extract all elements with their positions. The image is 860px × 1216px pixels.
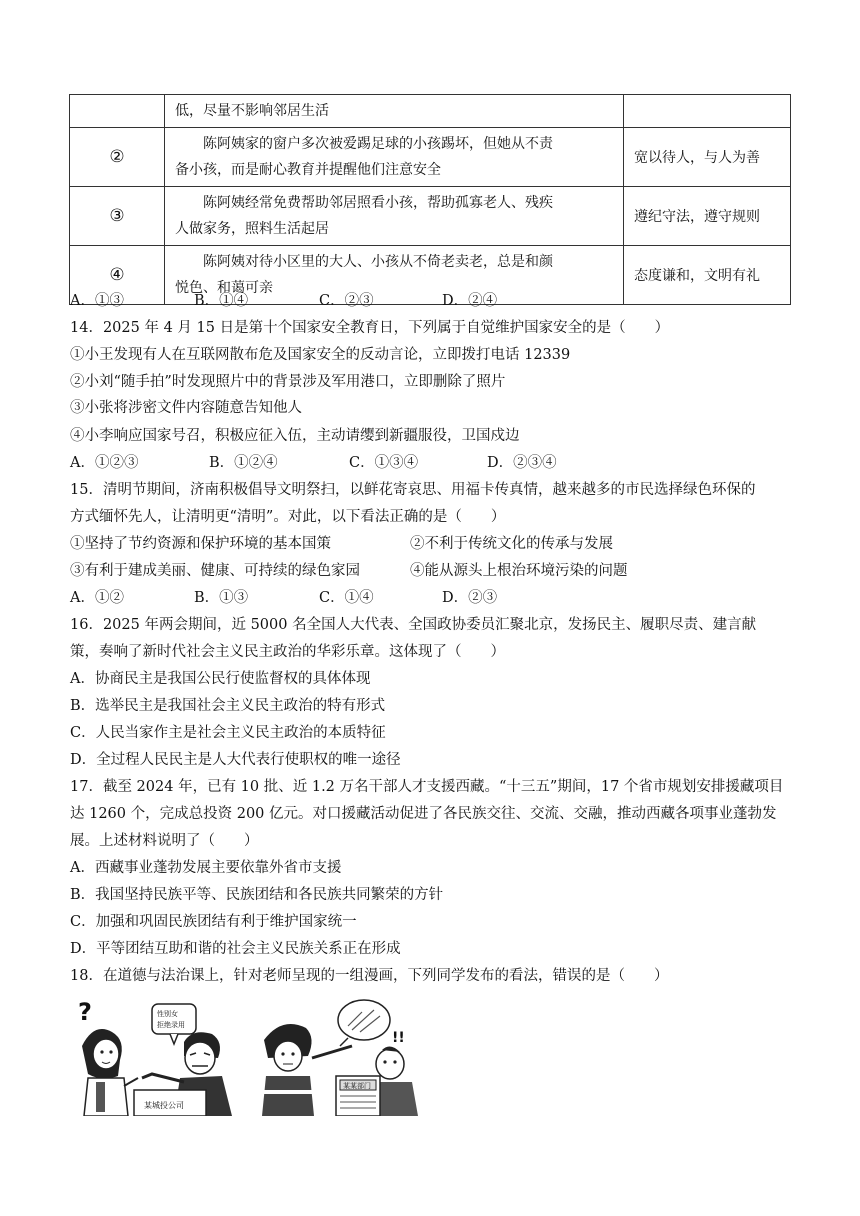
q17-option-d[interactable]: D．平等团结互助和谐的社会主义民族关系正在形成: [70, 941, 401, 957]
q17-stem-line-2: 达 1260 个，完成总投资 200 亿元。对口援藏活动促进了各民族交往、交流、交融，推动西藏各项事业蓬勃发: [70, 806, 777, 822]
option-b[interactable]: B．①②④: [209, 455, 278, 471]
q15-item-4: ④能从源头上根治环境污染的问题: [410, 563, 628, 579]
woman-face: [274, 1041, 302, 1071]
table-row: [70, 95, 791, 128]
option-b[interactable]: B．①③: [194, 590, 249, 606]
table-row: [70, 187, 791, 246]
option-b[interactable]: B．①④: [194, 293, 249, 309]
q16-stem-line-2: 策，奏响了新时代社会主义民主政治的华彩乐章。这体现了（ ）: [70, 644, 505, 660]
q15-item-3: ③有利于建成美丽、健康、可持续的绿色家园: [70, 563, 360, 579]
counter-sign: 某某部门: [343, 1082, 371, 1090]
woman-body: [84, 1078, 128, 1116]
q16-option-c[interactable]: C．人民当家作主是社会主义民主政治的本质特征: [70, 725, 386, 741]
man-face: [185, 1042, 215, 1074]
q13-table: [69, 94, 791, 305]
q16-option-b[interactable]: B．选举民主是我国社会主义民主政治的特有形式: [70, 698, 386, 714]
q17-option-b[interactable]: B．我国坚持民族平等、民族团结和各民族共同繁荣的方针: [70, 887, 444, 903]
row-value: [624, 95, 791, 128]
q14-item-4: ④小李响应国家号召，积极应征入伍，主动请缨到新疆服役，卫国戍边: [70, 428, 520, 444]
table-row: [70, 128, 791, 187]
document-folder: [96, 1082, 105, 1112]
row-number: [70, 95, 165, 128]
thought-bubble: [338, 1000, 390, 1040]
bubble-text-1: 性别女: [157, 1010, 178, 1018]
bubble-text-2: 拒绝录用: [157, 1021, 185, 1029]
row-value: 遵纪守法，遵守规则: [624, 187, 791, 246]
q14-item-2: ②小刘“随手拍”时发现照片中的背景涉及军用港口，立即删除了照片: [70, 374, 506, 390]
row-description: 陈阿姨经常免费帮助邻居照看小孩，帮助孤寡老人、残疾 人做家务，照料生活起居: [165, 187, 624, 246]
q15-stem-line-1: 15．清明节期间，济南积极倡导文明祭扫，以鲜花寄哀思、用福卡传真情，越来越多的市民选择绿色环保的: [70, 482, 756, 498]
pointing-arm: [312, 1046, 352, 1058]
q16-option-a[interactable]: A．协商民主是我国公民行使监督权的具体体现: [70, 671, 371, 687]
woman-body: [262, 1076, 314, 1116]
q14-stem: 14．2025 年 4 月 15 日是第十个国家安全教育日，下列属于自觉维护国家安全的是（ ）: [70, 320, 670, 336]
q15-item-1: ①坚持了节约资源和保护环境的基本国策: [70, 536, 331, 552]
q15-stem-line-2: 方式缅怀先人，让清明更“清明”。对此，以下看法正确的是（ ）: [70, 509, 506, 525]
option-c[interactable]: C．①④: [319, 590, 374, 606]
exclaim-icon: !!: [392, 1030, 405, 1046]
comic-1-image: [72, 998, 242, 1116]
option-d[interactable]: D．②③④: [487, 455, 557, 471]
row-value: 态度谦和，文明有礼: [624, 246, 791, 305]
row-description: 陈阿姨对待小区里的大人、小孩从不倚老卖老，总是和颜 悦色、和蔼可亲: [165, 246, 624, 305]
row-value: 宽以待人，与人为善: [624, 128, 791, 187]
table-row: [70, 246, 791, 305]
option-a[interactable]: A．①②: [70, 590, 124, 606]
q14-item-3: ③小张将涉密文件内容随意告知他人: [70, 400, 302, 416]
row-number: ②: [70, 128, 165, 187]
row-description: 陈阿姨家的窗户多次被爱踢足球的小孩踢坏，但她从不责 备小孩，而是耐心教育并提醒他们注意安全: [165, 128, 624, 187]
option-a[interactable]: A．①②③: [70, 455, 139, 471]
q18-stem: 18．在道德与法治课上，针对老师呈现的一组漫画，下列同学发布的看法，错误的是（ ）: [70, 968, 669, 984]
q17-option-a[interactable]: A．西藏事业蓬勃发展主要依靠外省市支援: [70, 860, 342, 876]
man-face: [376, 1049, 404, 1079]
q17-stem-line-1: 17．截至 2024 年，已有 10 批、近 1.2 万名干部人才支援西藏。“十三五”期间，17 个省市规划安排援藏项目: [70, 779, 784, 795]
option-c[interactable]: C．①③④: [349, 455, 419, 471]
q16-option-d[interactable]: D．全过程人民民主是人大代表行使职权的唯一途径: [70, 752, 401, 768]
woman-face: [93, 1039, 119, 1069]
row-number: ③: [70, 187, 165, 246]
q14-item-1: ①小王发现有人在互联网散布危及国家安全的反动言论，立即拨打电话 12339: [70, 347, 571, 363]
option-a[interactable]: A．①③: [70, 293, 124, 309]
question-mark-icon: ?: [78, 998, 92, 1026]
row-description: 低，尽量不影响邻居生活: [165, 95, 624, 128]
option-c[interactable]: C．②③: [319, 293, 374, 309]
comic-2-image: [252, 998, 422, 1116]
row-number: ④: [70, 246, 165, 305]
q15-item-2: ②不利于传统文化的传承与发展: [410, 536, 613, 552]
q16-stem-line-1: 16．2025 年两会期间，近 5000 名全国人大代表、全国政协委员汇聚北京，发扬民主、履职尽责、建言献: [70, 617, 757, 633]
option-d[interactable]: D．②③: [442, 590, 498, 606]
speech-bubble: [152, 1004, 196, 1034]
q17-option-c[interactable]: C．加强和巩固民族团结有利于维护国家统一: [70, 914, 357, 930]
option-d[interactable]: D．②④: [442, 293, 498, 309]
q17-stem-line-3: 展。上述材料说明了（ ）: [70, 833, 259, 849]
man-arm: [142, 1074, 184, 1082]
desk-sign: 某城投公司: [144, 1101, 184, 1110]
